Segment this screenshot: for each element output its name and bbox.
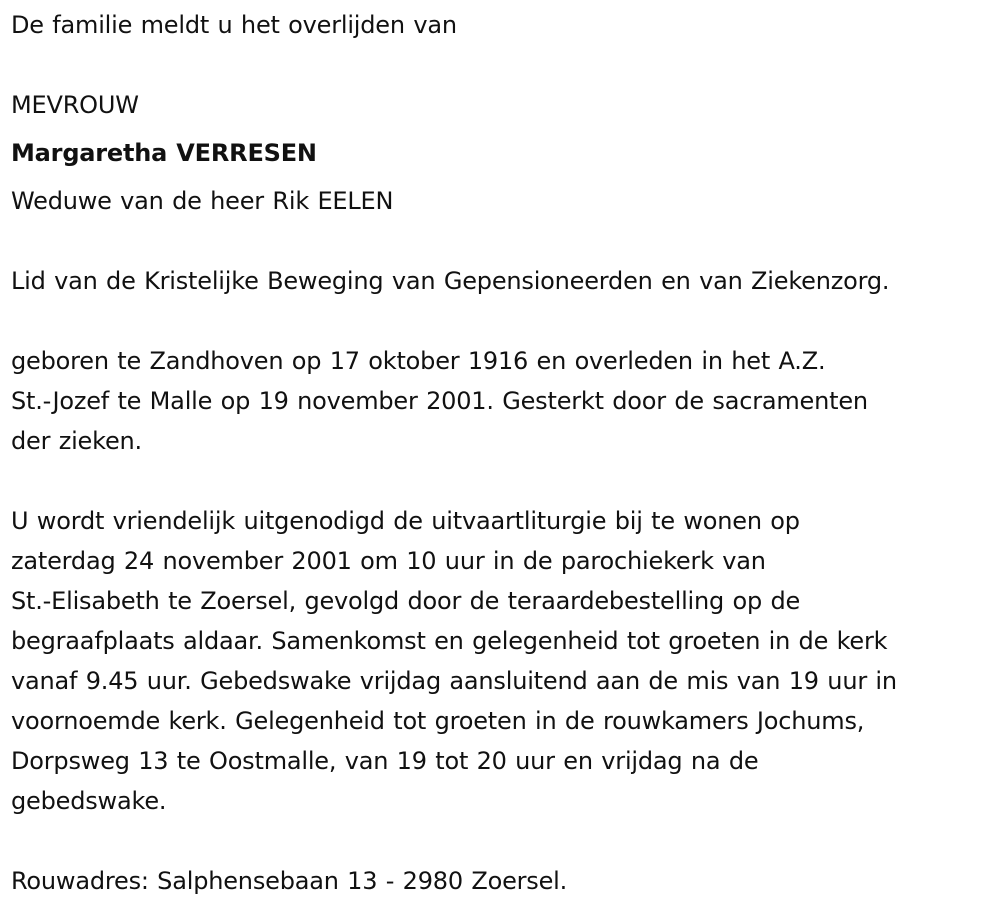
birth-death-line: geboren te Zandhoven op 17 oktober 1916 en overleden in het A.Z. bbox=[11, 347, 826, 375]
birth-death-line: St.-Jozef te Malle op 19 november 2001. Gesterkt door de sacramenten bbox=[11, 387, 868, 415]
salutation: MEVROUW bbox=[11, 91, 139, 119]
widow-of-line: Weduwe van de heer Rik EELEN bbox=[11, 187, 394, 215]
invitation-line: vanaf 9.45 uur. Gebedswake vrijdag aansluitend aan de mis van 19 uur in bbox=[11, 667, 897, 695]
membership-line: Lid van de Kristelijke Beweging van Gepensioneerden en van Ziekenzorg. bbox=[11, 267, 890, 295]
birth-death-line: der zieken. bbox=[11, 427, 142, 455]
invitation-line: begraafplaats aldaar. Samenkomst en gelegenheid tot groeten in de kerk bbox=[11, 627, 888, 655]
mourning-address: Rouwadres: Salphensebaan 13 - 2980 Zoersel. bbox=[11, 867, 568, 895]
invitation-line: U wordt vriendelijk uitgenodigd de uitvaartliturgie bij te wonen op bbox=[11, 507, 800, 535]
invitation-line: voornoemde kerk. Gelegenheid tot groeten in de rouwkamers Jochums, bbox=[11, 707, 865, 735]
invitation-line: zaterdag 24 november 2001 om 10 uur in de parochiekerk van bbox=[11, 547, 766, 575]
deceased-name: Margaretha VERRESEN bbox=[11, 139, 317, 167]
invitation-line: St.-Elisabeth te Zoersel, gevolgd door de teraardebestelling op de bbox=[11, 587, 801, 615]
intro-line: De familie meldt u het overlijden van bbox=[11, 11, 457, 39]
invitation-line: gebedswake. bbox=[11, 787, 167, 815]
invitation-line: Dorpsweg 13 te Oostmalle, van 19 tot 20 uur en vrijdag na de bbox=[11, 747, 759, 775]
